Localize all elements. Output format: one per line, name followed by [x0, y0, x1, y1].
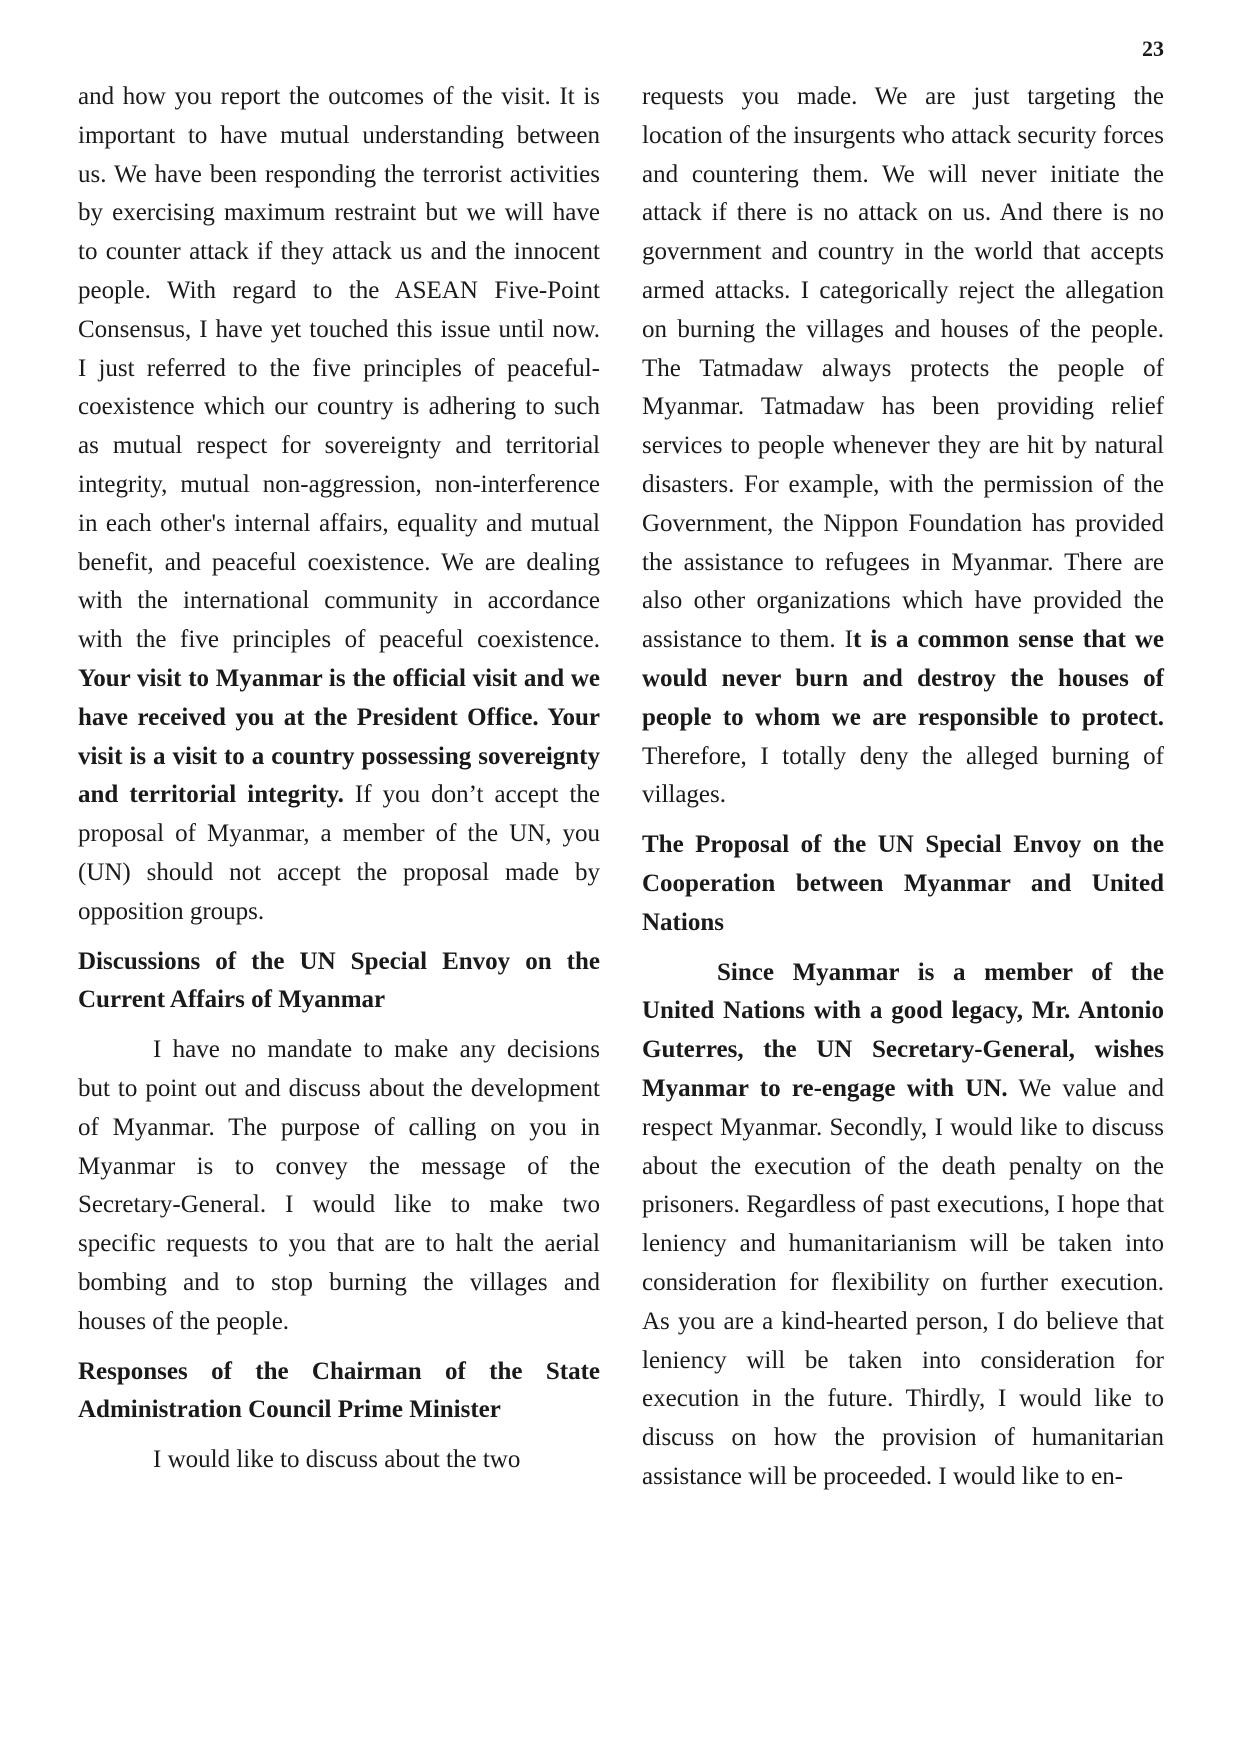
paragraph-requests: [642, 78, 1164, 815]
paragraph-text: and how you report the outcomes of the visit. It is important to have mutual understanding between us. We have been responding the terrorist activities by exercising maximum restraint but we will have to counter attack if they attack us and the innocent people. With regard to the ASEAN Five-Point Consensus, I have yet touched this issue until now. I just referred to the five principles of peaceful-coexistence which our country is adhering to such as mutual respect for sovereignty and territorial integrity, mutual non-aggression, non-interference in each other's internal affairs, equality and mutual benefit, and peaceful coexistence. We are dealing with the international community in accordance with the five principles of peaceful coexistence.: [78, 83, 600, 654]
section-heading-responses: Responses of the Chairman of the State Administration Council Prime Minister: [78, 1357, 600, 1424]
page-number: 23: [1142, 36, 1164, 61]
paragraph-mandate: I have no mandate to make any decisions but to point out and discuss about the development of Myanmar. The purpose of calling on you in Myanmar is to convey the message of the Secretary-General. I would like to make two specific requests to you that are to halt the aerial bombing and to stop burning the villages and houses of the people.: [78, 1036, 600, 1335]
right-column: [642, 78, 1164, 1497]
paragraph-text: We value and respect Myanmar. Secondly, I would like to discuss about the execution of the death penalty on the prisoners. Regardless of past executions, I hope that leniency and humanitarianism will be taken into consideration for flexibility on further execution. As you are a kind-hearted person, I do believe that leniency will be taken into consideration for execution in the future. Thirdly, I would like to discuss on how the provision of humanitarian assistance will be proceeded. I would like to en-: [642, 1074, 1164, 1490]
paragraph-text: If you don’t accept the proposal of Myanmar, a member of the UN, you (UN) should not accept the proposal made by opposition groups.: [78, 781, 600, 925]
paragraph-text: Therefore, I totally deny the alleged burning of villages.: [642, 742, 1164, 809]
bold-statement-official-visit: Your visit to Myanmar is the official visit and we have received you at the President Office. Your visit is a visit to a country possessing sovereignty and territorial integrity.: [78, 664, 600, 809]
paragraph-outcomes: [78, 78, 600, 932]
bold-statement-common-sense: t is a common sense that we would never burn and destroy the houses of people to whom we are responsible to protect.: [642, 626, 1164, 731]
paragraph-re-engage: [642, 954, 1164, 1497]
section-heading-discussions: Discussions of the UN Special Envoy on the Current Affairs of Myanmar: [78, 947, 600, 1014]
section-heading-proposal: The Proposal of the UN Special Envoy on the Cooperation between Myanmar and United Nations: [642, 831, 1164, 936]
paragraph-text: requests you made. We are just targeting the location of the insurgents who attack security forces and countering them. We will never initiate the attack if there is no attack on us. And there is no government and country in the world that accepts armed attacks. I categorically reject the allegation on burning the villages and houses of the people. The Tatmadaw always protects the people of Myanmar. Tatmadaw has been providing relief services to people whenever they are hit by natural disasters. For example, with the permission of the Government, the Nippon Foundation has provided the assistance to refugees in Myanmar. There are also other organizations which have provided the assistance to them. I: [642, 83, 1164, 654]
paragraph-two-requests: I would like to discuss about the two: [153, 1446, 521, 1474]
bold-statement-re-engage: Since Myanmar is a member of the United Nations with a good legacy, Mr. Antonio Guterres, the UN Secretary-General, wishes Myanmar to re-engage with UN.: [642, 958, 1164, 1102]
left-column: [78, 78, 600, 1480]
